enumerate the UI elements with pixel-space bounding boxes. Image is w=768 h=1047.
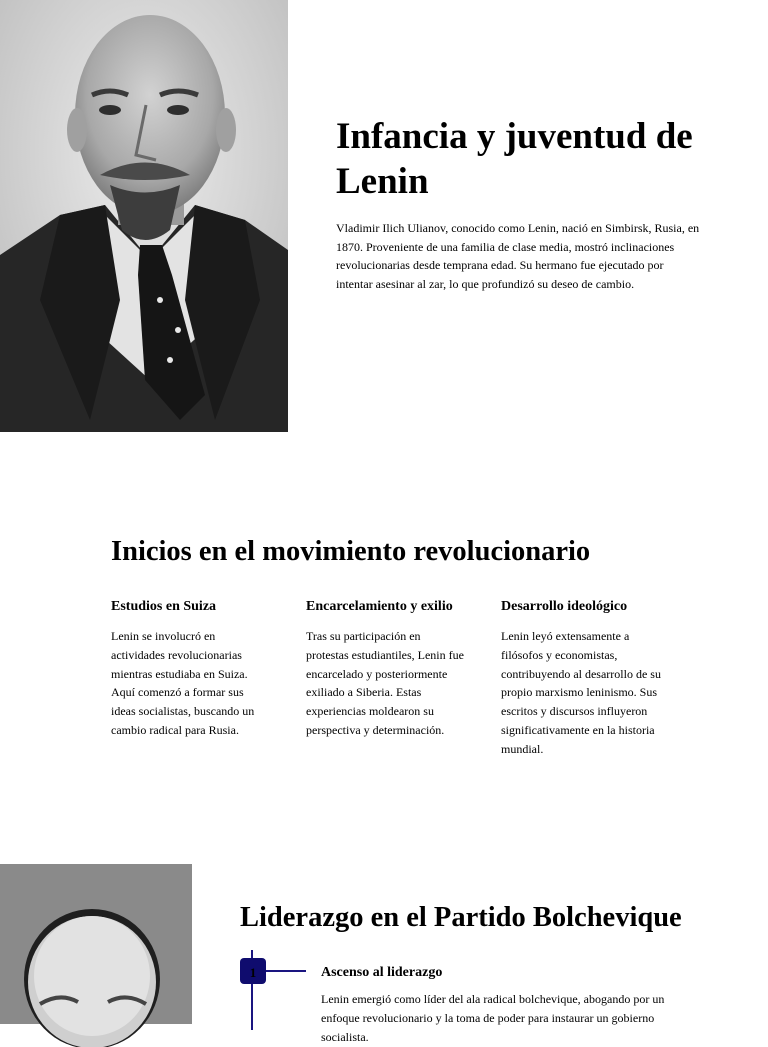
column-imprisonment — [306, 597, 466, 740]
column-ideology — [501, 597, 661, 759]
column-heading: Estudios en Suiza — [111, 599, 217, 614]
beginnings-title: Inicios en el movimiento revolucionario — [111, 536, 591, 567]
column-text: Lenin se involucró en actividades revolucionarias mientras estudiaba en Suiza. Aquí comenzó a formar sus ideas socialistas, buscando un cambio radical para Rusia. — [111, 629, 255, 737]
timeline-step-text: Lenin emergió como líder del ala radical bolchevique, abogando por un enfoque revolucionario y la toma de poder para instaurar un gobierno socialista. — [321, 992, 665, 1044]
childhood-title: Infancia y juventud de Lenin — [336, 116, 693, 202]
column-heading: Encarcelamiento y exilio — [306, 599, 453, 614]
column-heading: Desarrollo ideológico — [501, 599, 628, 614]
timeline-step-title: Ascenso al liderazgo — [321, 965, 443, 980]
column-studies — [111, 597, 263, 740]
timeline-step-marker: 1 — [240, 958, 266, 984]
lenin-portrait-photo-2 — [0, 864, 192, 1024]
lenin-portrait-photo — [0, 0, 288, 432]
portrait-photo-icon — [0, 0, 288, 432]
column-text: Tras su participación en protestas estudiantiles, Lenin fue encarcelado y posteriormente exiliado a Siberia. Estas experiencias moldearon su perspectiva y determinación. — [306, 629, 464, 737]
leadership-title: Liderazgo en el Partido Bolchevique — [240, 902, 682, 933]
column-text: Lenin leyó extensamente a filósofos y economistas, contribuyendo al desarrollo de su propio marxismo leninismo. Sus escritos y discursos influyeron significativamente en la historia mundial. — [501, 629, 661, 756]
childhood-text: Vladimir Ilich Ulianov, conocido como Lenin, nació en Simbirsk, Rusia, en 1870. Proveniente de una familia de clase media, mostró inclinaciones revolucionarias desde temprana edad. Su hermano fue ejecutado por intentar asesinar al zar, lo que profundizó su deseo de cambio. — [336, 221, 700, 292]
portrait-photo-icon — [0, 864, 192, 1024]
timeline-connector — [266, 970, 306, 972]
